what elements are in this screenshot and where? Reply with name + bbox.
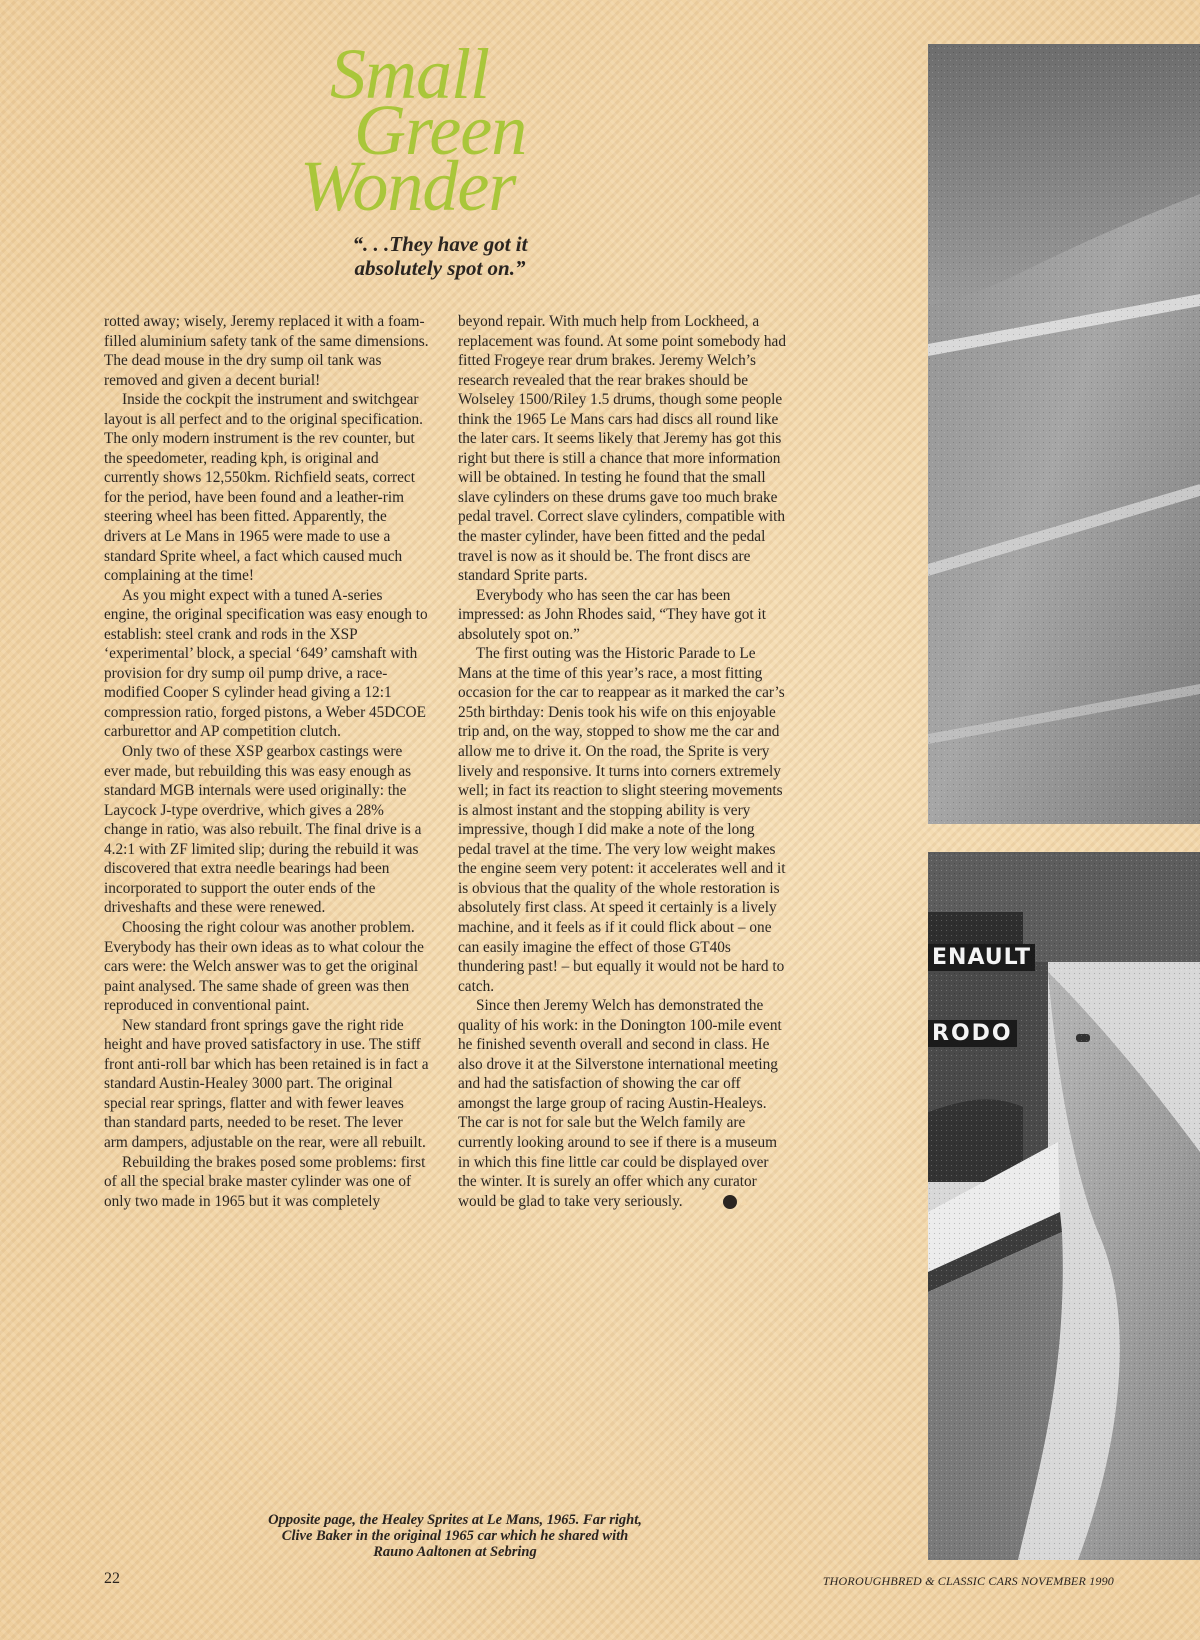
paragraph: Choosing the right colour was another problem. Everybody has their own ideas as to what colour the cars were: the Welch answer was to get the original paint analysed. The same shade of green was then reproduced in conventional paint. bbox=[104, 918, 424, 1015]
photo-track-surface bbox=[928, 44, 1200, 824]
paragraph-text: Since then Jeremy Welch has demonstrated the quality of his work: in the Donington 100-mile event he finished seventh overall and second in class. He also drove it at the Silverstone international meeting and had the satisfaction of showing the car off amongst the large group of racing Austin-Healeys. The car is not for sale but the Welch family are currently looking around to see if there is a museum in which this fine little car could be displayed over the winter. It is surely an offer which any curator would be glad to take very seriously. bbox=[458, 997, 782, 1210]
caption-line-1: Opposite page, the Healey Sprites at Le Mans, 1965. Far right, bbox=[268, 1512, 642, 1528]
renault-sign: ENAULT bbox=[928, 944, 1035, 971]
body-column-left bbox=[104, 312, 429, 1211]
caption-line-2: Clive Baker in the original 1965 car which he shared with bbox=[281, 1528, 629, 1544]
paragraph: As you might expect with a tuned A-series engine, the original specification was easy enough to establish: steel crank and rods in the XSP ‘experimental’ block, a special ‘649’ camshaft with provision for dry sump oil pump drive, a race-modified Cooper S cylinder head giving a 12:1 compression ratio, forged pistons, a Weber 45DCOE carburettor and AP competition clutch. bbox=[104, 586, 428, 741]
title-line-small: Small bbox=[330, 34, 490, 114]
article-title bbox=[300, 34, 600, 226]
pull-quote bbox=[290, 232, 590, 280]
photo-caption bbox=[190, 1512, 720, 1560]
paragraph: The first outing was the Historic Parade to Le Mans at the time of this year’s race, a most fitting occasion for the car to reappear as it marked the car’s 25th birthday: Denis took his wife on this enjoyable trip and, on the way, stopped to show me the car and allow me to drive it. On the road, the Sprite is very lively and responsive. It turns into corners extremely well; in fact its reaction to slight steering movements is almost instant and the stopping ability is very impressive, though I did make a note of the long pedal travel at the time. The very low weight makes the engine seem very potent: it accelerates well and it is obvious that the quality of the whole restoration is absolutely first class. At speed it certainly is a lively machine, and it feels as if it could flick about – one can easily imagine the effect of those GT40s thundering past! – but equally it would not be hard to catch. bbox=[458, 645, 786, 995]
ferodo-sign: RODO bbox=[928, 1020, 1017, 1047]
paragraph: Only two of these XSP gearbox castings were ever made, but rebuilding this was easy enough as standard MGB internals were used originally: the Laycock J-type overdrive, which gives a 28% change in ratio, was also rebuilt. The final drive is a 4.2:1 with ZF limited slip; during the rebuild it was discovered that extra needle bearings had been incorporated to support the outer ends of the driveshafts and these were renewed. bbox=[104, 743, 422, 917]
paragraph: rotted away; wisely, Jeremy replaced it with a foam-filled aluminium safety tank of the same dimensions. The dead mouse in the dry sump oil tank was removed and given a decent burial! bbox=[104, 313, 429, 389]
publication-footer: THOROUGHBRED & CLASSIC CARS NOVEMBER 1990 bbox=[822, 1574, 1114, 1588]
paragraph: Rebuilding the brakes posed some problems: first of all the special brake master cylinder was one of only two made in 1965 but it was completely bbox=[104, 1153, 426, 1210]
title-line-wonder: Wonder bbox=[300, 146, 516, 226]
paragraph: beyond repair. With much help from Lockheed, a replacement was found. At some point somebody had fitted Frogeye rear drum brakes. Jeremy Welch’s research revealed that the rear brakes should be Wolseley 1500/Riley 1.5 drums, though some people think the 1965 Le Mans cars had discs all round like the later cars. It seems likely that Jeremy has got this right but there is still a chance that more information will be obtained. In testing he found that the small slave cylinders on these drums gave too much brake pedal travel. Correct slave cylinders, compatible with the master cylinder, have been fitted and the pedal travel is now as it should be. The front discs are standard Sprite parts. bbox=[458, 313, 786, 585]
page-number: 22 bbox=[104, 1570, 120, 1587]
photo-le-mans-grandstand bbox=[928, 852, 1200, 1560]
paragraph: Inside the cockpit the instrument and switchgear layout is all perfect and to the original specification. The only modern instrument is the rev counter, but the speedometer, reading kph, is original and currently shows 12,550km. Richfield seats, correct for the period, have been found and a leather-rim steering wheel has been fitted. Apparently, the drivers at Le Mans in 1965 were made to use a standard Sprite wheel, a fact which caused much complaining at the time! bbox=[104, 391, 424, 585]
pull-quote-line-2: absolutely spot on.” bbox=[354, 256, 526, 280]
paragraph: Everybody who has seen the car has been impressed: as John Rhodes said, “They have got it absolutely spot on.” bbox=[458, 586, 767, 643]
paragraph: New standard front springs gave the right ride height and have proved satisfactory in use. The stiff front anti-roll bar which has been retained is in fact a standard Austin-Healey 3000 part. The original special rear springs, flatter and with fewer leaves than standard parts, needed to be reset. The lever arm dampers, adjustable on the rear, were all rebuilt. bbox=[104, 1016, 429, 1151]
end-mark-icon: ▲ bbox=[723, 1195, 737, 1209]
track-photo-graphic bbox=[928, 44, 1200, 824]
title-line-green: Green bbox=[354, 90, 527, 170]
caption-line-3: Rauno Aaltonen at Sebring bbox=[373, 1544, 537, 1560]
pull-quote-line-1: “. . .They have got it bbox=[352, 232, 528, 256]
paragraph-last bbox=[458, 996, 788, 1211]
body-column-right bbox=[458, 312, 788, 1211]
